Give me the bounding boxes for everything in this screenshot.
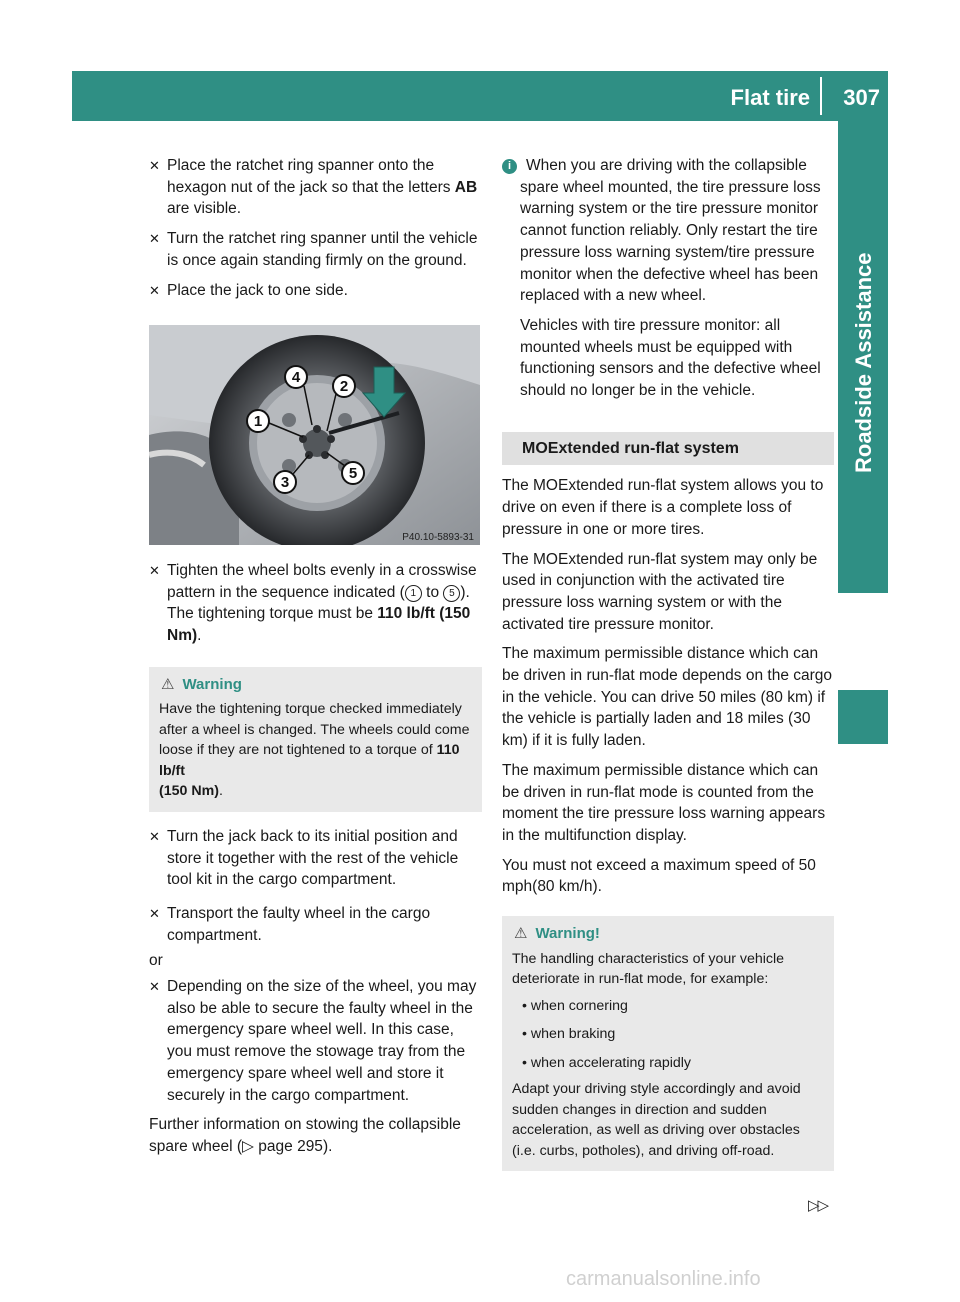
header-bar <box>72 71 888 121</box>
list-item: • when cornering <box>522 997 628 1014</box>
image-code: P40.10-5893-31 <box>402 532 474 543</box>
continue-arrows-icon: ▷▷ <box>808 1197 828 1214</box>
step-arrow-icon: ✕ <box>149 158 160 173</box>
left-column-bottom <box>149 560 482 1166</box>
page-reference-link[interactable]: page 295 <box>258 1137 323 1155</box>
watermark: carmanualsonline.info <box>566 1268 761 1290</box>
side-tab-label: Roadside Assistance <box>851 252 876 473</box>
or-text: or <box>149 952 163 970</box>
paragraph: The maximum permissible distance which can be driven in run-flat mode depends on the cargo in the vehicle. You can drive 50 miles (80 km) if the vehicle is partially laden and 18 miles (30 km) if it is fully laden. <box>502 645 833 750</box>
info-note-1: i When you are driving with the collapsible spare wheel mounted, the tire pressure loss warning system or the tire pressure monitor cannot function reliably. Only restart the tire pressure loss warning system/tire pressure monitor when the defective wheel has been replaced with a new wheel. <box>502 155 834 307</box>
left-column-top <box>149 155 482 309</box>
warning-intro: The handling characteristics of your vehicle deteriorate in run-flat mode, for example: <box>512 950 785 988</box>
callout-3: 3 <box>280 474 290 491</box>
number-5-icon: 5 <box>443 585 460 602</box>
step-secure-wheel: ✕ Depending on the size of the wheel, you may also be able to secure the faulty wheel in the emergency spare wheel well. In this case, you must remove the stowage tray from the emergency spare wheel well and store it securely in the cargo compartment. <box>149 978 477 1104</box>
warning-triangle-icon: ⚠ <box>161 675 175 693</box>
list-item: • when accelerating rapidly <box>522 1054 692 1071</box>
step-turn-spanner: ✕ Turn the ratchet ring spanner until the vehicle is once again standing firmly on the ground. <box>149 230 478 269</box>
paragraph: You must not exceed a maximum speed of 50 mph(80 km/h). <box>502 856 816 896</box>
page-title: Flat tire <box>731 77 822 115</box>
step-arrow-icon: ✕ <box>149 905 160 921</box>
step-arrow-icon: ✕ <box>149 231 160 247</box>
warning-box-torque: ⚠ Warning Have the tightening torque checked immediately after a wheel is changed. The wheels could come loose if they are not tightened to a torque of 110 lb/ft (150 Nm). <box>149 667 482 812</box>
list-item: • when braking <box>522 1026 616 1043</box>
paragraph: The MOExtended run-flat system allows you to drive on even if there is a complete loss of pressure in one or more tires. <box>502 477 824 538</box>
wheel-photo <box>149 325 480 545</box>
callout-4: 4 <box>291 369 301 386</box>
callout-2: 2 <box>339 378 349 395</box>
paragraph: The MOExtended run-flat system may only be used in conjunction with the activated tire pressure loss warning system or with the activated tire pressure monitor. <box>502 550 818 633</box>
step-tighten: ✕ Tighten the wheel bolts evenly in a crosswise pattern in the sequence indicated ( 1 to 5 ). The tightening torque must be 110 lb/ft (150 Nm). <box>149 562 477 645</box>
page-ref-arrow-icon: ▷ <box>242 1137 259 1155</box>
callout-1: 1 <box>253 413 263 430</box>
step-arrow-icon: ✕ <box>149 979 160 995</box>
info-note-2: Vehicles with tire pressure monitor: all mounted wheels must be equipped with functioning sensors and the defective wheel should no longer be in the vehicle. <box>520 316 821 400</box>
warning-box-runflat <box>502 916 834 1171</box>
step-arrow-icon: ✕ <box>149 563 160 578</box>
number-1-icon: 1 <box>405 585 422 602</box>
step-transport-wheel: ✕ Transport the faulty wheel in the cargo compartment. <box>149 904 431 944</box>
side-marker <box>838 690 888 744</box>
callout-5: 5 <box>348 465 358 482</box>
right-column <box>502 155 834 1171</box>
further-info: Further information on stowing the collapsible spare wheel (▷ page 295). <box>149 1116 461 1155</box>
warning-outro: Adapt your driving style accordingly and avoid sudden changes in direction and sudden acceleration, as well as driving over obstacles (i.e. curbs, potholes), and driving off-road. <box>512 1081 801 1159</box>
warning-title: Warning <box>182 675 242 693</box>
warning-triangle-icon: ⚠ <box>514 925 528 943</box>
info-icon: i <box>502 159 517 174</box>
step-place-jack: ✕ Place the jack to one side. <box>149 280 482 302</box>
step-place-spanner: ✕ Place the ratchet ring spanner onto the hexagon nut of the jack so that the letters AB are visible. <box>149 157 478 218</box>
page-number: 307 <box>843 85 880 110</box>
paragraph: The maximum permissible distance which can be driven in run-flat mode is counted from the moment the tire pressure loss warning appears in the multifunction display. <box>502 761 826 844</box>
step-arrow-icon: ✕ <box>149 282 160 298</box>
side-tab <box>838 121 888 593</box>
step-arrow-icon: ✕ <box>149 828 160 844</box>
warning-title: Warning! <box>535 925 600 943</box>
step-return-jack: ✕ Turn the jack back to its initial position and store it together with the rest of the vehicle tool kit in the cargo compartment. <box>149 827 459 889</box>
section-heading: MOExtended run-flat system <box>502 432 834 466</box>
